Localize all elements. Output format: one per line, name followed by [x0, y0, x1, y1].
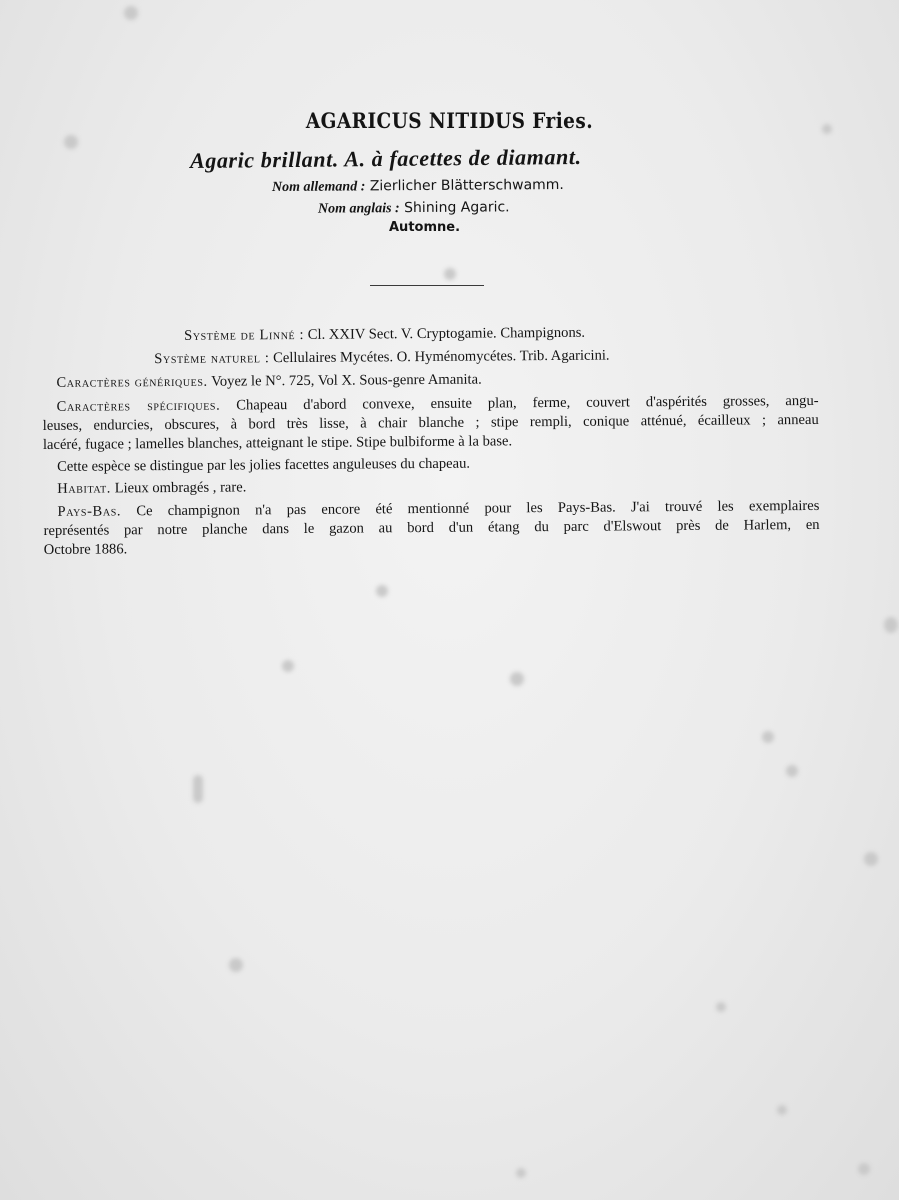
paper-speck [282, 660, 294, 672]
french-common-names: Agaric brillant. A. à facettes de diamant. [189, 143, 582, 174]
linne-system-line [42, 322, 818, 347]
paper-speck [376, 585, 388, 597]
paper-speck [884, 617, 898, 633]
german-name-value: Zierlicher Blätterschwamm. [369, 176, 564, 195]
netherlands-line-3: Octobre 1886. [43, 541, 128, 559]
description-text [42, 322, 820, 560]
paper-speck [864, 852, 878, 866]
distinction-line: Cette espèce se distingue par les jolies facettes anguleuses du chapeau. [57, 455, 471, 476]
generic-characters-line [42, 368, 818, 393]
paper-speck [124, 6, 138, 20]
species-title: AGARICUS NITIDUS Fries. [305, 108, 594, 133]
netherlands-label: Pays-Bas. [57, 503, 122, 520]
generic-characters-label: Caractères génériques. [56, 374, 208, 392]
linne-system-text: Cl. XXIV Sect. V. Cryptogamie. Champignons. [307, 324, 586, 343]
paper-speck [444, 268, 456, 280]
netherlands-line-2: représentés par notre planche dans le gazon au bord d'un étang du parc d'Elswout près de Harlem, en [43, 516, 820, 539]
specific-characters-line-3: lacéré, fugace ; lamelles blanches, atteignant le stipe. Stipe bulbiforme à la base. [42, 433, 513, 454]
natural-system-text: Cellulaires Mycétes. O. Hyménomycétes. Trib. Agaricini. [273, 347, 610, 367]
paper-speck [858, 1163, 870, 1175]
english-name-line [318, 199, 510, 217]
netherlands-text-1: Ce champignon n'a pas encore été mentionné pour les Pays-Bas. J'ai trouvé les exemplaires [136, 497, 820, 519]
paper-speck [516, 1168, 526, 1178]
specific-characters-label: Caractères spécifiques. [56, 397, 221, 415]
specific-characters-text-1: Chapeau d'abord convexe, ensuite plan, ferme, couvert d'aspérités grosses, angu- [236, 392, 819, 414]
paper-speck [786, 765, 798, 777]
paper-speck [777, 1105, 787, 1115]
paper-speck [193, 775, 203, 803]
natural-system-label: Système naturel : [154, 350, 270, 368]
paper-speck [64, 135, 78, 149]
generic-characters-text: Voyez le N°. 725, Vol X. Sous-genre Amanita. [211, 371, 482, 391]
season-label: Automne. [389, 220, 461, 235]
habitat-text: Lieux ombragés , rare. [114, 479, 247, 497]
linne-system-label: Système de Linné : [184, 326, 305, 344]
paper-speck [716, 1002, 726, 1012]
german-name-label: Nom allemand : [271, 179, 366, 196]
german-name-line [272, 177, 564, 196]
paper-speck [229, 958, 243, 972]
paper-speck [762, 731, 774, 743]
habitat-label: Habitat. [57, 480, 112, 498]
english-name-label: Nom anglais : [317, 201, 400, 217]
habitat-line [43, 474, 819, 499]
section-divider [370, 285, 484, 286]
natural-system-line [42, 345, 818, 370]
specific-characters-line-2: leuses, endurcies, obscures, à bord très lisse, à chair blanche ; stipe rempli, conique atténué, écailleux ; anneau [42, 411, 819, 434]
english-name-value: Shining Agaric. [404, 199, 510, 217]
paper-speck [510, 672, 524, 686]
